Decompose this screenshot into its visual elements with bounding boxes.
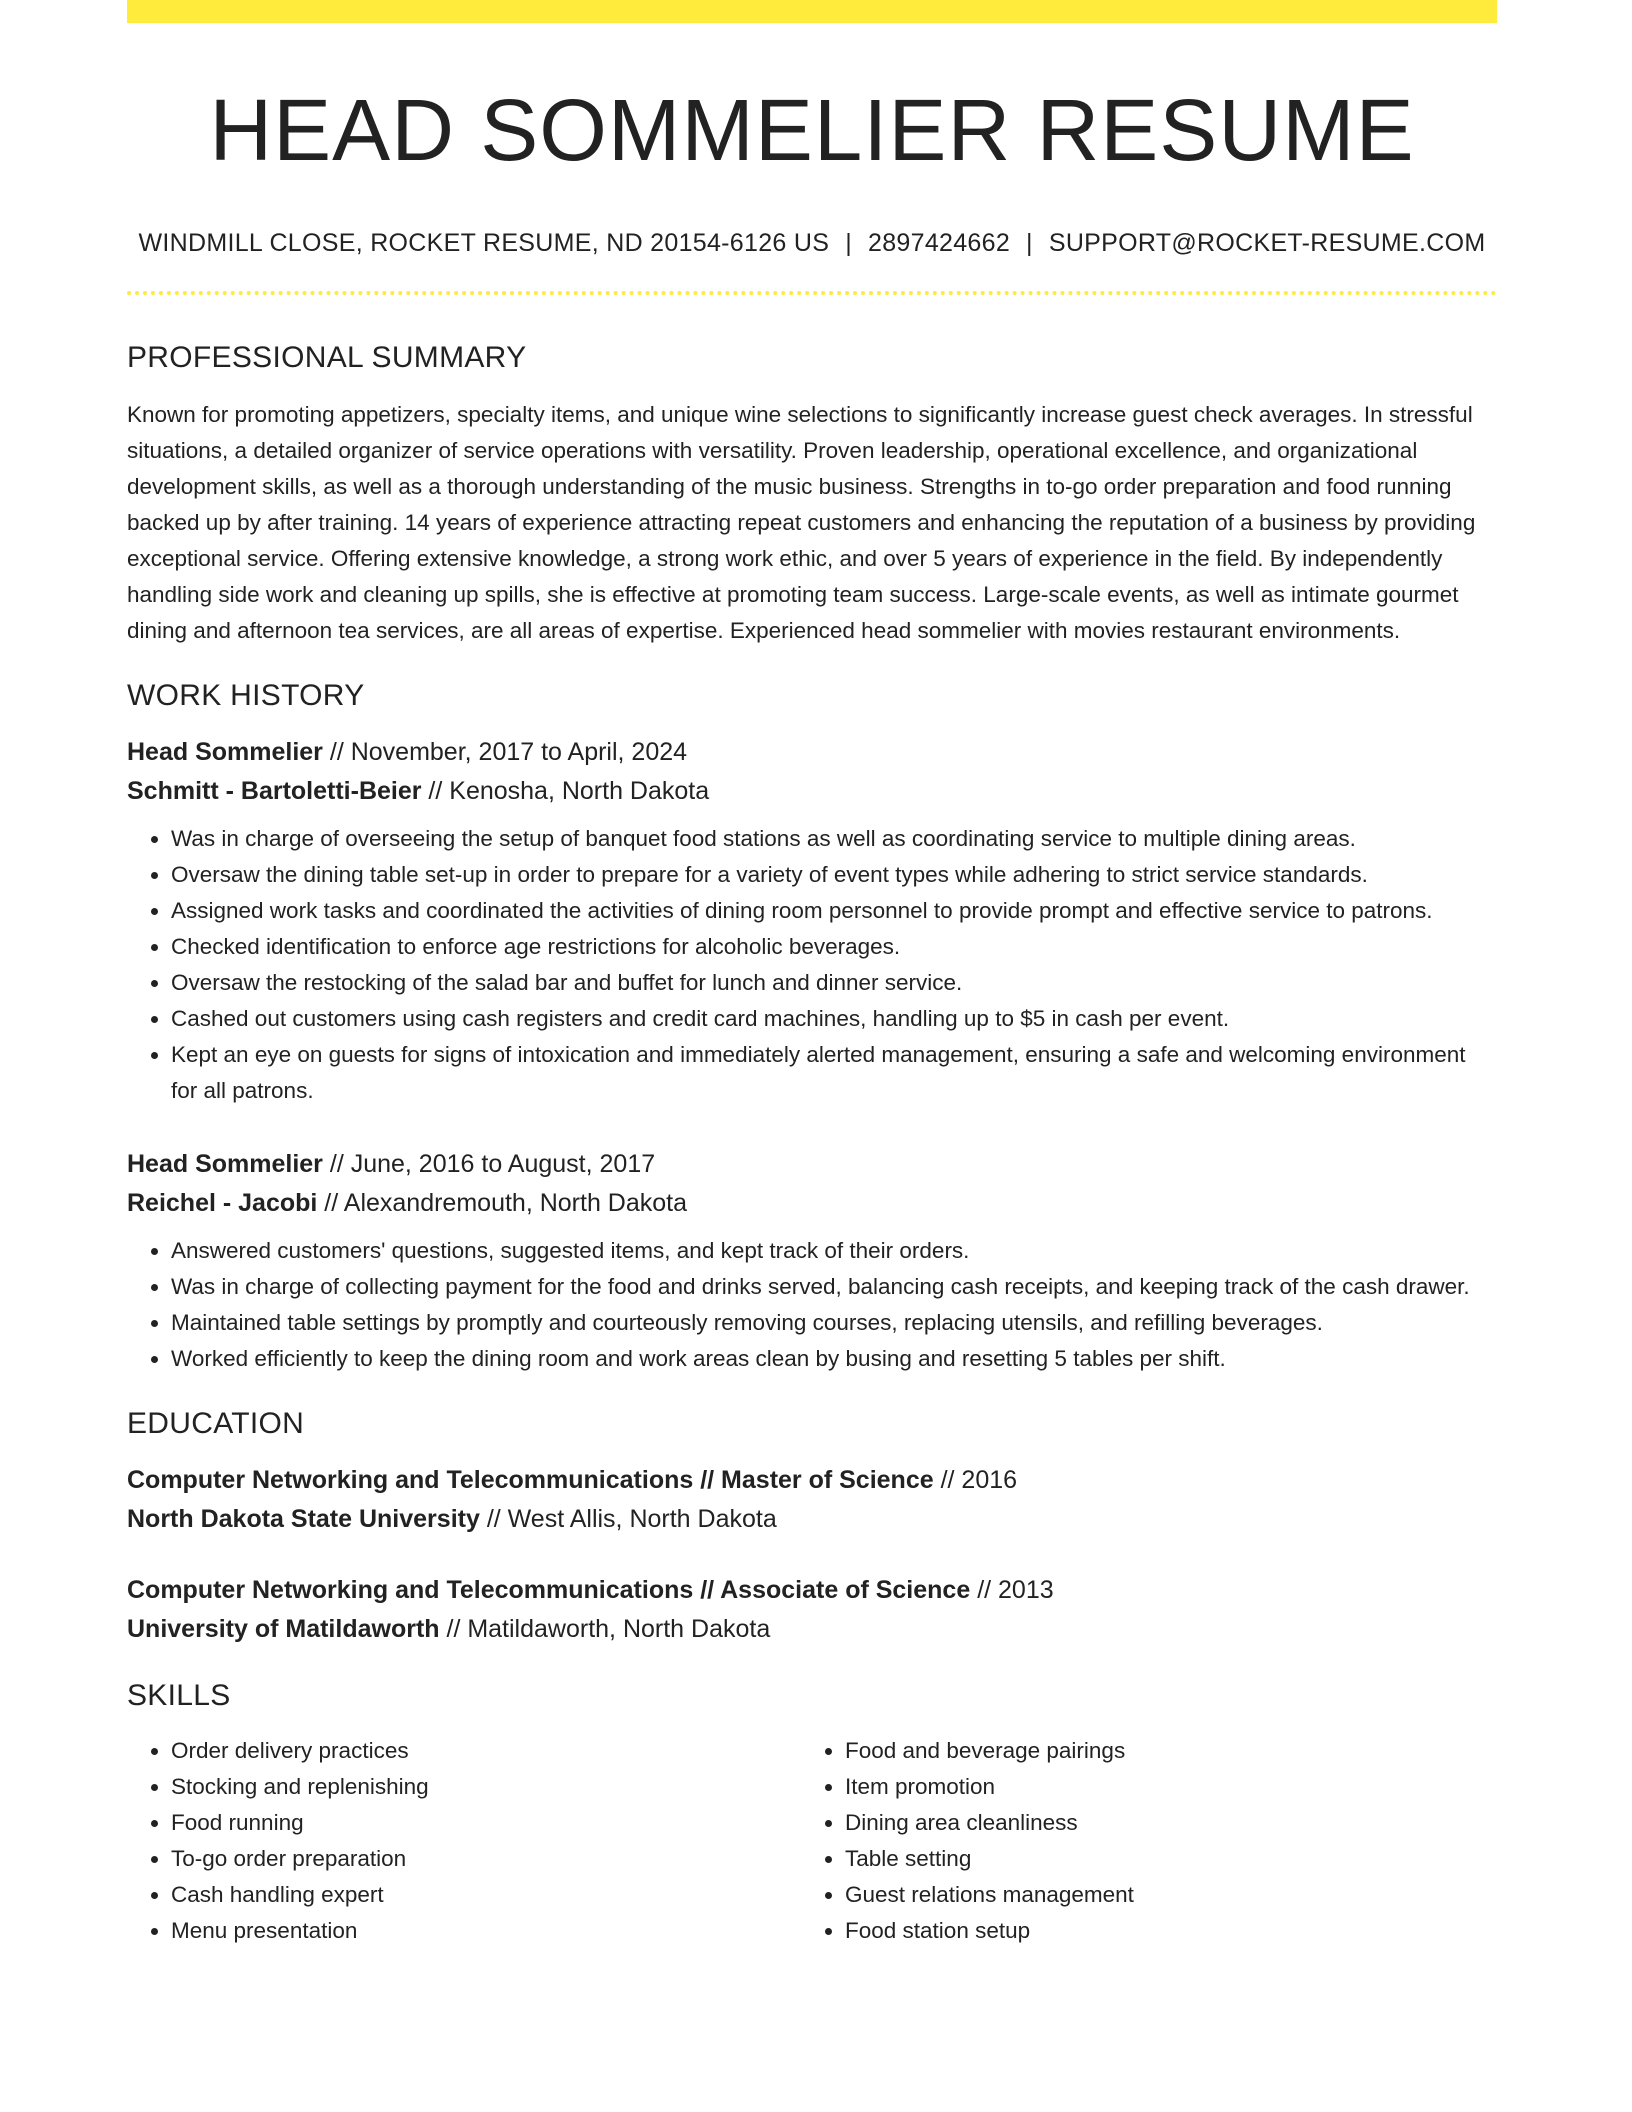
section-title-summary: PROFESSIONAL SUMMARY xyxy=(127,341,527,375)
education-degree-line xyxy=(127,1461,1497,1500)
phone: 2897424662 xyxy=(868,229,1011,258)
job-entry xyxy=(127,1145,1497,1377)
education-degree: Computer Networking and Telecommunications // Master of Science xyxy=(127,1466,934,1495)
job-location: // Alexandremouth, North Dakota xyxy=(317,1189,688,1218)
education-degree: Computer Networking and Telecommunications // Associate of Science xyxy=(127,1576,971,1605)
education-entry xyxy=(127,1461,1497,1539)
job-location: // Kenosha, North Dakota xyxy=(421,777,710,806)
job-bullet: • Answered customers' questions, suggested items, and kept track of their orders. xyxy=(171,1233,1497,1269)
skill-item: • Food running xyxy=(171,1805,801,1841)
skill-item: • Cash handling expert xyxy=(171,1877,801,1913)
job-role-line xyxy=(127,733,1497,772)
summary-text: Known for promoting appetizers, specialty items, and unique wine selections to significantly increase guest check averages. In stressful situations, a detailed organizer of service operations with versatility. Proven leadership, operational excellence, and organizational development skills, as well as a thorough understanding of the music business. Strengths in to-go order preparation and food running backed up by after training. 14 years of experience attracting repeat customers and enhancing the reputation of a business by providing exceptional service. Offering extensive knowledge, a strong work ethic, and over 5 years of experience in the field. By independently handling side work and cleaning up spills, she is effective at promoting team success. Large-scale events, as well as intimate gourmet dining and afternoon tea services, are all areas of expertise. Experienced head sommelier with movies restaurant environments. xyxy=(127,402,1476,644)
education-school: University of Matildaworth xyxy=(127,1615,440,1644)
education-degree-line xyxy=(127,1571,1497,1610)
address: WINDMILL CLOSE, ROCKET RESUME, ND 20154-6126 US xyxy=(138,229,830,258)
job-company: Schmitt - Bartoletti-Beier xyxy=(127,777,422,806)
contact-line xyxy=(127,229,1497,258)
skill-item: • Order delivery practices xyxy=(171,1733,801,1769)
dotted-divider xyxy=(127,291,1497,295)
education-location: // West Allis, North Dakota xyxy=(479,1505,777,1534)
education-year: // 2016 xyxy=(933,1466,1018,1495)
section-title-work-history: WORK HISTORY xyxy=(127,679,365,713)
skill-item: • To-go order preparation xyxy=(171,1841,801,1877)
skill-item: • Table setting xyxy=(845,1841,1475,1877)
job-bullets xyxy=(127,1233,1497,1377)
job-bullet: • Oversaw the restocking of the salad bar and buffet for lunch and dinner service. xyxy=(171,965,1497,1001)
skill-item: • Menu presentation xyxy=(171,1913,801,1949)
job-role-line xyxy=(127,1145,1497,1184)
job-entry xyxy=(127,733,1497,1109)
education-entry xyxy=(127,1571,1497,1649)
job-dates: // November, 2017 to April, 2024 xyxy=(322,738,688,767)
skill-item: • Food station setup xyxy=(845,1913,1475,1949)
job-bullet: • Kept an eye on guests for signs of intoxication and immediately alerted management, ensuring a safe and welcoming environment for all patrons. xyxy=(171,1037,1497,1109)
skill-item: • Dining area cleanliness xyxy=(845,1805,1475,1841)
skills-list xyxy=(127,1733,1497,1949)
separator: | xyxy=(845,229,852,258)
job-company: Reichel - Jacobi xyxy=(127,1189,318,1218)
skill-item: • Stocking and replenishing xyxy=(171,1769,801,1805)
separator: | xyxy=(1026,229,1033,258)
job-company-line xyxy=(127,772,1497,811)
job-bullet: • Oversaw the dining table set-up in order to prepare for a variety of event types while adhering to strict service standards. xyxy=(171,857,1497,893)
email: SUPPORT@ROCKET-RESUME.COM xyxy=(1048,229,1486,258)
skill-item: • Food and beverage pairings xyxy=(845,1733,1475,1769)
education-school-line xyxy=(127,1500,1497,1539)
job-bullet: • Maintained table settings by promptly and courteously removing courses, replacing utensils, and refilling beverages. xyxy=(171,1305,1497,1341)
education-location: // Matildaworth, North Dakota xyxy=(439,1615,771,1644)
job-bullet: • Assigned work tasks and coordinated the activities of dining room personnel to provide prompt and effective service to patrons. xyxy=(171,893,1497,929)
job-role: Head Sommelier xyxy=(127,738,323,767)
section-title-education: EDUCATION xyxy=(127,1407,305,1441)
education-school: North Dakota State University xyxy=(127,1505,480,1534)
resume-page xyxy=(127,0,1497,1949)
job-bullet: • Worked efficiently to keep the dining room and work areas clean by busing and resetting 5 tables per shift. xyxy=(171,1341,1497,1377)
job-bullet: • Was in charge of overseeing the setup of banquet food stations as well as coordinating service to multiple dining areas. xyxy=(171,821,1497,857)
job-bullet: • Cashed out customers using cash registers and credit card machines, handling up to $5 in cash per event. xyxy=(171,1001,1497,1037)
job-dates: // June, 2016 to August, 2017 xyxy=(322,1150,656,1179)
resume-title: HEAD SOMMELIER RESUME xyxy=(209,82,1415,179)
job-bullets xyxy=(127,821,1497,1109)
skills-column-right xyxy=(801,1733,1475,1949)
job-role: Head Sommelier xyxy=(127,1150,323,1179)
skill-item: • Guest relations management xyxy=(845,1877,1475,1913)
section-title-skills: SKILLS xyxy=(127,1679,231,1713)
job-bullet: • Was in charge of collecting payment for the food and drinks served, balancing cash receipts, and keeping track of the cash drawer. xyxy=(171,1269,1497,1305)
skill-item: • Item promotion xyxy=(845,1769,1475,1805)
education-year: // 2013 xyxy=(970,1576,1054,1605)
skills-column-left xyxy=(127,1733,801,1949)
education-school-line xyxy=(127,1610,1497,1649)
job-bullet: • Checked identification to enforce age restrictions for alcoholic beverages. xyxy=(171,929,1497,965)
top-accent-bar xyxy=(127,0,1497,23)
job-company-line xyxy=(127,1184,1497,1223)
